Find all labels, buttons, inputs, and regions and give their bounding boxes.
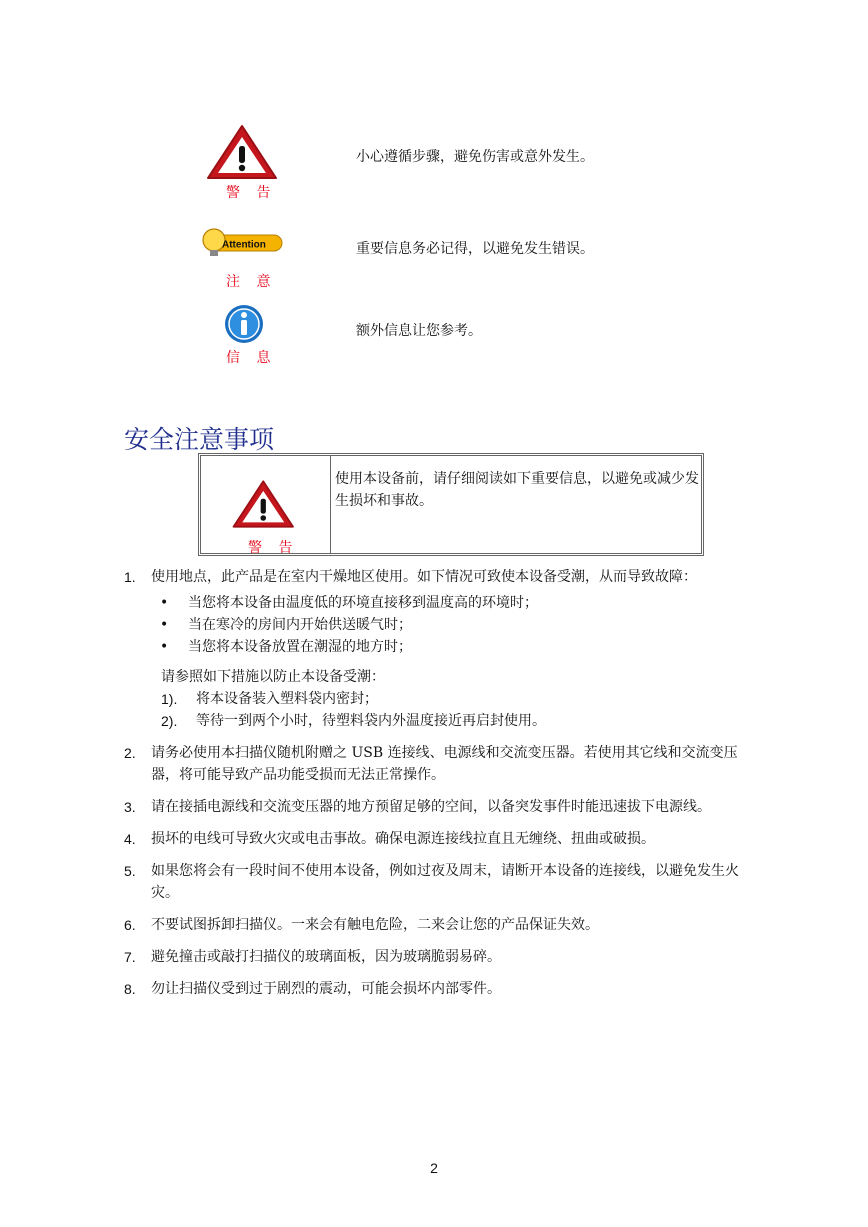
attention-lightbulb-icon (200, 226, 286, 260)
step-text: 等待一到两个小时，待塑料袋内外温度接近再启封使用。 (196, 713, 546, 729)
warning-triangle-icon (204, 122, 284, 182)
step-text: 将本设备装入塑料袋内密封； (196, 691, 378, 707)
step-list (151, 688, 748, 732)
warning-box-label: 警 告 (248, 540, 299, 556)
list-item (124, 828, 748, 850)
step-item (151, 710, 748, 732)
sub-intro: 请参照如下措施以防止本设备受潮： (161, 669, 385, 685)
info-icon (224, 304, 264, 344)
section-title: 安全注意事项 (124, 425, 275, 454)
step-number: 2). (161, 713, 178, 729)
bullet-item (151, 636, 748, 658)
bullet-list (151, 592, 748, 658)
list-item-number: 3. (124, 799, 136, 815)
list-item (124, 796, 748, 818)
list-item-text: 请在接插电源线和交流变压器的地方预留足够的空间，以备突发事件时能迅速拔下电源线。 (151, 799, 711, 815)
list-item-text: 使用地点，此产品是在室内干燥地区使用。如下情况可致使本设备受潮，从而导致故障： (151, 569, 697, 585)
legend-info-text: 额外信息让您参考。 (356, 323, 482, 339)
list-item-text: 损坏的电线可导致火灾或电击事故。确保电源连接线拉直且无缠绕、扭曲或破损。 (151, 831, 655, 847)
legend-warning-label: 警 告 (226, 185, 277, 201)
legend-info (222, 304, 282, 368)
list-item-text: 勿让扫描仪受到过于剧烈的震动，可能会损坏内部零件。 (151, 981, 501, 997)
list-item (124, 914, 748, 936)
list-item (124, 566, 748, 732)
list-item (124, 860, 748, 904)
list-item (124, 978, 748, 1000)
list-item-text: 避免撞击或敲打扫描仪的玻璃面板，因为玻璃脆弱易碎。 (151, 949, 501, 965)
legend-info-label: 信 息 (226, 350, 277, 366)
legend-attention-text: 重要信息务必记得，以避免发生错误。 (356, 241, 594, 257)
bullet-text: 当您将本设备放置在潮湿的地方时； (188, 639, 412, 655)
step-number: 1). (161, 691, 178, 707)
list-item-number: 1. (124, 569, 136, 585)
list-item-number: 2. (124, 745, 136, 761)
legend-warning (204, 122, 284, 202)
list-item-text: 请务必使用本扫描仪随机附赠之 USB 连接线、电源线和交流变压器。若使用其它线和交流变压器，将可能导致产品功能受损而无法正常操作。 (151, 745, 738, 783)
bullet-icon: • (160, 639, 169, 655)
list-item-number: 5. (124, 863, 136, 879)
list-item-text: 不要试图拆卸扫描仪。一来会有触电危险，二来会让您的产品保证失效。 (151, 917, 599, 933)
list-item (124, 742, 748, 786)
bullet-text: 当您将本设备由温度低的环境直接移到温度高的环境时； (188, 595, 538, 611)
page-number: 2 (430, 1160, 438, 1176)
bullet-text: 当在寒冷的房间内开始供送暖气时； (188, 617, 412, 633)
legend-attention (200, 226, 290, 292)
list-item (124, 946, 748, 968)
safety-warning-box (198, 453, 704, 556)
legend-attention-label: 注 意 (226, 274, 277, 290)
bullet-icon: • (160, 595, 169, 611)
safety-list (124, 566, 748, 1010)
warning-triangle-icon (230, 476, 300, 532)
warning-box-text: 使用本设备前，请仔细阅读如下重要信息，以避免或减少发生损坏和事故。 (335, 471, 699, 509)
list-item-number: 7. (124, 949, 136, 965)
list-item-number: 8. (124, 981, 136, 997)
bullet-item (151, 614, 748, 636)
legend-warning-text: 小心遵循步骤，避免伤害或意外发生。 (356, 149, 594, 165)
list-item-number: 4. (124, 831, 136, 847)
list-item-number: 6. (124, 917, 136, 933)
list-item-text: 如果您将会有一段时间不使用本设备，例如过夜及周末，请断开本设备的连接线，以避免发生火灾。 (151, 863, 739, 901)
bullet-item (151, 592, 748, 614)
bullet-icon: • (160, 617, 169, 633)
step-item (151, 688, 748, 710)
warning-box-divider (330, 456, 331, 553)
attention-badge-text: Attention (222, 239, 266, 251)
